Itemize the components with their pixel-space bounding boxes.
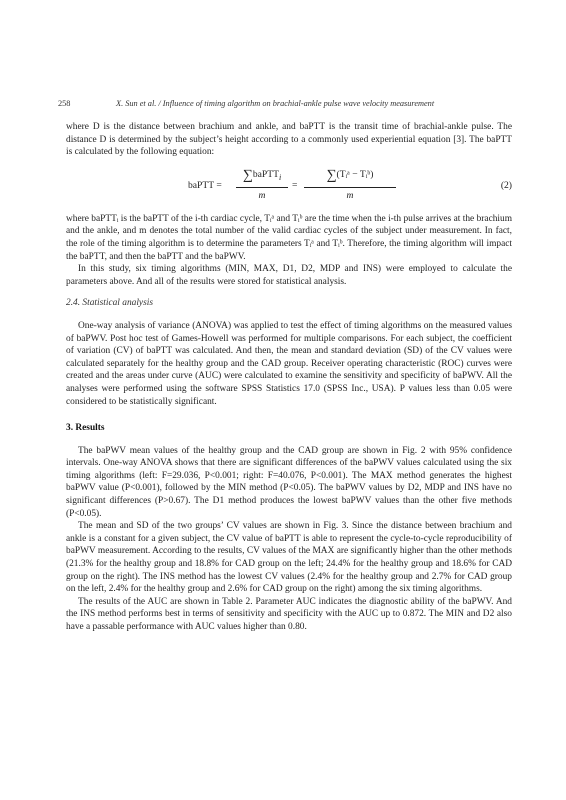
equation-numerator-1: baPTT (252, 168, 279, 180)
paragraph-results-2: The mean and SD of the two groups’ CV values are shown in Fig. 3. Since the distance between brachium and ankle is a constant for a given subject, the CV value of baPTT is able to represent the cycle-to-cycle reproducibility of baPWV measurement. According to the results, CV values of the MAX are significantly higher than the other methods (21.3% for the healthy group and 18.8% for CAD group on the left; 24.4% for the healthy group and 18.6% for CAD group on the right). The INS method has the lowest CV values (2.4% for the healthy group and 2.7% for CAD group on the left, 2.4% for the healthy group and 2.6% for CAD group on the right) among the six timing algorithms. (66, 521, 512, 595)
equation-denominator-1: m (258, 189, 266, 201)
sum-symbol: ∑ (326, 167, 337, 183)
body-text (66, 121, 512, 634)
page-number: 258 (58, 99, 71, 108)
equation-number: (2) (500, 179, 512, 191)
paragraph-results-3: The results of the AUC are shown in Table 2. Parameter AUC indicates the diagnostic ability of the baPWV. And the INS method performs best in terms of sensitivity and specificity with the AUC up to 0.872. The MIN and D2 also have a passable performance with AUC values higher than 0.80. (66, 596, 512, 632)
equation-2 (66, 164, 512, 208)
equation-fraction-1: ∑baPTT$_i$ m (236, 164, 288, 202)
fraction-bar (304, 187, 396, 188)
fraction-bar (236, 187, 288, 188)
equation-denominator-2: m (346, 189, 354, 201)
paragraph-study: In this study, six timing algorithms (MIN, MAX, D1, D2, MDP and INS) were employed to calculate the parameters above. And all of the results were stored for statistical analysis. (66, 264, 512, 287)
section-heading: 3. Results (66, 423, 105, 434)
equation-lhs: baPTT = (188, 179, 222, 191)
equation-fraction-2 (304, 164, 396, 202)
subsection-heading: 2.4. Statistical analysis (66, 298, 153, 309)
paragraph-statistics: One-way analysis of variance (ANOVA) was applied to test the effect of timing algorithms on the measured values of baPWV. Post hoc test of Games-Howell was performed for multiple comparisons. For each subject, the coefficient of variation (CV) of baPTT was calculated. And then, the mean and standard deviation (SD) of the CV values were calculated separately for the healthy group and the CAD group. Receiver operating characteristic (ROC) curves were created and the areas under curve (AUC) were calculated to examine the sensitivity and specificity of baPWV. All the analyses were performed using the software SPSS Statistics 17.0 (SPSS Inc., USA). P values less than 0.05 were considered to be statistically significant. (66, 320, 512, 407)
equation-equals: = (292, 179, 298, 191)
equation-numerator-2: (Tᵢᵃ − Tᵢᵇ) (336, 168, 374, 180)
sum-symbol: ∑ (242, 167, 253, 183)
paragraph-where: where baPTTᵢ is the baPTT of the i-th cardiac cycle, Tᵢᵃ and Tᵢᵇ are the time when the i-th pulse arrives at the brachium and the ankle, and m denotes the total number of the valid cardiac cycles of the subject under measurement. In fact, the role of the timing algorithm is to determine the parameters Tᵢᵃ and Tᵢᵇ. Therefore, the timing algorithm will impact the baPTT, and then the baPTT and the baPWV. (66, 213, 512, 262)
paragraph-results-1: The baPWV mean values of the healthy group and the CAD group are shown in Fig. 2 with 95% confidence intervals. One-way ANOVA shows that there are significant differences of the baPWV values calculated using the six timing algorithms (left: F=29.036, P<0.001; right: F=40.076, P<0.001). The MAX method generates the highest baPWV value (P<0.001), followed by the MIN method (P<0.05). The baPWV values by D2, MDP and INS have no significant differences (P>0.67). The D1 method produces the lowest baPWV values than the other five methods (P<0.05). (66, 445, 512, 519)
paragraph-intro: where D is the distance between brachium and ankle, and baPTT is the transit time of brachial-ankle pulse. The distance D is determined by the subject’s height according to a commonly used experiential equation [3]. The baPTT is calculated by the following equation: (66, 122, 512, 158)
running-title: X. Sun et al. / Influence of timing algorithm on brachial-ankle pulse wave velocity measurement (116, 99, 435, 108)
